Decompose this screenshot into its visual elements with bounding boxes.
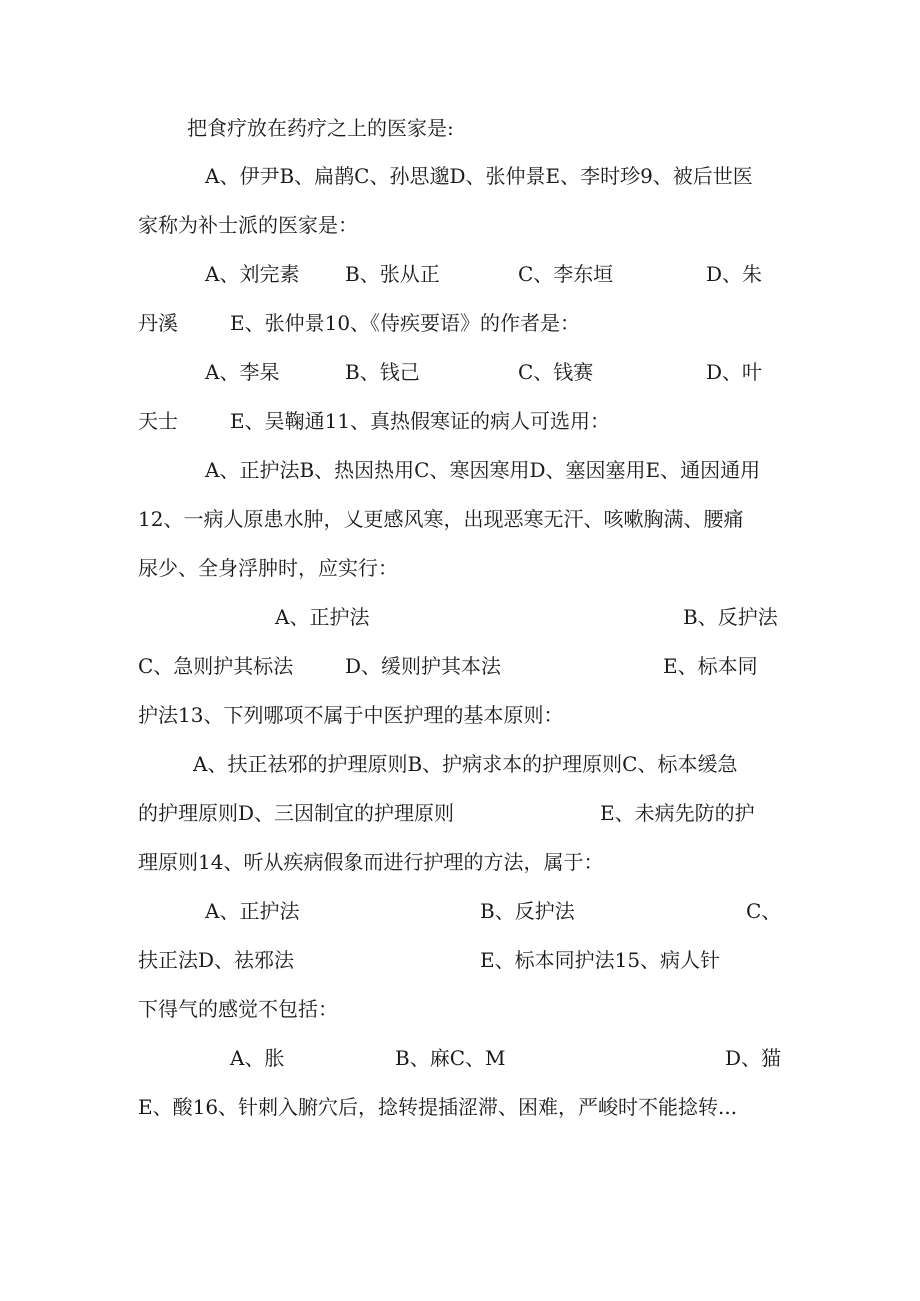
question-stem: 下得气的感觉不包括： (138, 997, 338, 1021)
option-d-cont: 丹溪 (138, 311, 178, 335)
option-e-and-question: E、酸16、针刺入腑穴后，捻转提插涩滞、困难，严峻时不能捻转... (138, 1095, 738, 1119)
option-e-and-question: E、标本同护法15、病人针 (480, 948, 721, 972)
option-text: A、扶正祛邪的护理原则B、护病求本的护理原则C、标本缓急 (193, 752, 738, 776)
option-a: A、正护法 (205, 899, 300, 923)
question-stem: 把食疗放在药疗之上的医家是: (187, 116, 454, 140)
option-d: D、朱 (706, 262, 763, 286)
option-b: B、反护法 (480, 899, 575, 923)
question-stem: 12、一病人原患水肿，乂更感风寒，出现恶寒无汗、咳嗽胸满、腰痛 (138, 507, 744, 531)
option-e-and-question: E、吴鞠通11、真热假寒证的病人可选用： (230, 409, 611, 433)
option-d-cont: 天士 (138, 409, 178, 433)
option-a: A、李杲 (205, 360, 280, 384)
question-stem: 理原则14、听从疾病假象而进行护理的方法，属于： (138, 850, 604, 874)
option-c: C、急则护其标法 (138, 654, 294, 678)
question-stem: 尿少、全身浮肿时，应实行： (138, 556, 398, 580)
option-c: C、 (746, 899, 782, 923)
option-text: A、正护法B、热因热用C、寒因寒用D、塞因塞用E、通因通用 (205, 458, 761, 482)
option-c: C、李东垣 (518, 262, 614, 286)
option-d: D、缓则护其本法 (345, 654, 502, 678)
option-b: B、钱己 (345, 360, 420, 384)
option-text: A、伊尹B、扁鹊C、孙思邈D、张仲景E、李时珍9、被后世医 (205, 164, 753, 188)
option-b: B、反护法 (683, 605, 778, 629)
option-e-and-question: E、张仲景10、《侍疾要语》的作者是： (230, 311, 581, 335)
option-d: D、叶 (706, 360, 763, 384)
option-c: C、钱赛 (518, 360, 594, 384)
option-e: E、标本同 (663, 654, 758, 678)
option-b-c: B、麻C、M (395, 1046, 506, 1070)
option-b: B、张从正 (345, 262, 440, 286)
option-text: 的护理原则D、三因制宜的护理原则 (138, 801, 455, 825)
question-stem: 护法13、下列哪项不属于中医护理的基本原则： (138, 703, 564, 727)
option-a: A、刘完素 (205, 262, 300, 286)
option-a: A、胀 (230, 1046, 285, 1070)
option-c-cont: 扶正法D、祛邪法 (138, 948, 295, 972)
option-e: E、未病先防的护 (600, 801, 755, 825)
question-stem: 家称为补士派的医家是： (138, 213, 358, 237)
option-d: D、猫 (725, 1046, 782, 1070)
option-a: A、正护法 (275, 605, 370, 629)
